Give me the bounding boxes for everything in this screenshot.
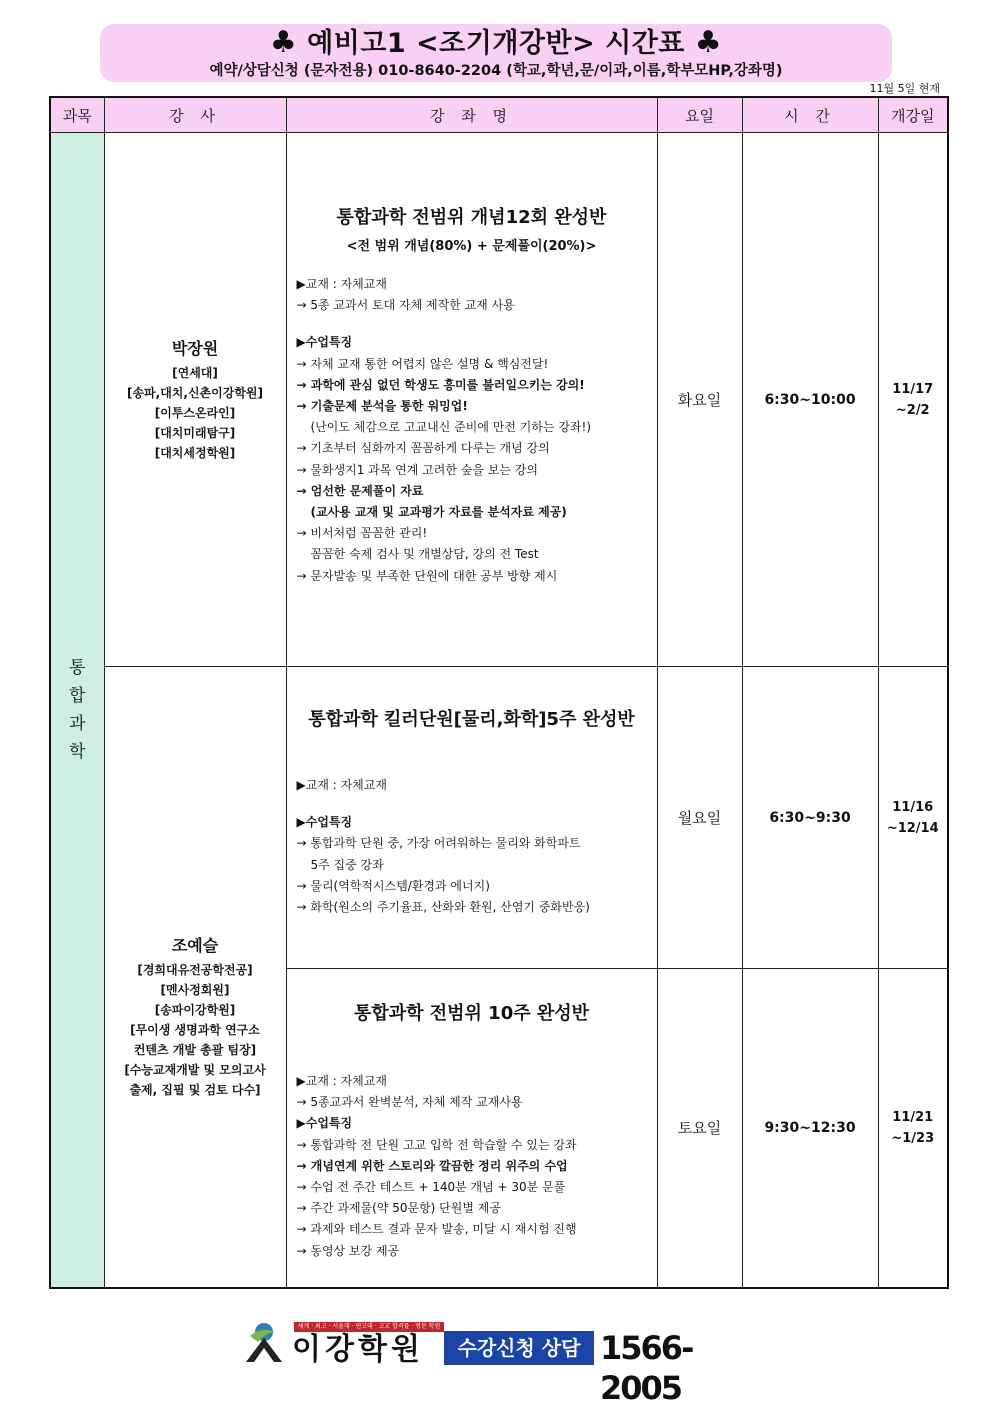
col-time: 시 간 <box>742 97 878 133</box>
table-row <box>50 133 948 667</box>
instructor-credential: [대치세정학원] <box>154 446 236 460</box>
day-cell: 월요일 <box>657 667 742 969</box>
course-detail: → 물리(역학적시스템/환경과 에너지) <box>296 878 490 893</box>
date-note: 11월 5일 현재 <box>869 82 940 95</box>
instructor-credential: [수능교재개발 및 모의고사 <box>124 1063 266 1078</box>
club-icon: ♣ <box>694 25 723 60</box>
course-detail: → 5종교과서 완벽분석, 자체 제작 교재사용 <box>296 1095 523 1110</box>
instructor-credential: [이투스온라인] <box>154 406 236 420</box>
course-detail: → 5종 교과서 토대 자체 제작한 교재 사용 <box>296 298 515 313</box>
contact-subtitle: 예약/상담신청 (문자전용) 010-8640-2204 (학교,학년,문/이과,이름,학부모HP,강좌명) <box>209 63 783 79</box>
course-detail: 꼼꼼한 숙제 검사 및 개별상담, 강의 전 Test <box>310 547 539 562</box>
course-detail: → 과제와 테스트 결과 문자 발송, 미달 시 재시험 진행 <box>296 1222 577 1237</box>
club-icon: ♣ <box>269 25 298 60</box>
instructor-credential: [송파,대치,신촌이강학원] <box>126 386 263 400</box>
page-title: ♣ 예비고1 <조기개강반> 시간표 ♣ <box>269 25 723 60</box>
register-label: 수강신청 상담 <box>444 1331 594 1365</box>
day-cell: 토요일 <box>657 969 742 1288</box>
time-cell: 9:30~12:30 <box>742 969 878 1288</box>
course-detail: → 자체 교재 통한 어렵지 않은 설명 & 핵심전달! <box>296 356 549 371</box>
course-detail: ▶수업특징 <box>296 815 353 830</box>
course-detail: → 통합과학 단원 중, 가장 어려워하는 물리와 화학파트 <box>296 836 581 851</box>
schedule-table <box>49 96 949 1289</box>
instructor-credential: 컨텐츠 개발 총괄 팀장] <box>133 1043 257 1058</box>
instructor-name: 조예슬 <box>171 936 219 956</box>
title-banner <box>100 24 892 82</box>
course-detail: ▶교재 : 자체교재 <box>296 778 387 792</box>
instructor-cell <box>104 133 286 667</box>
col-subject: 과목 <box>50 97 104 133</box>
open-date-cell: 11/17 ~2/2 <box>878 133 948 667</box>
course-title: 통합과학 전범위 10주 완성반 <box>353 1003 590 1024</box>
instructor-credential: [연세대] <box>172 366 218 380</box>
course-detail: ▶수업특징 <box>296 1116 353 1131</box>
instructor-credential: [멘사정회원] <box>160 983 230 998</box>
course-detail: ▶교재 : 자체교재 <box>296 277 387 291</box>
course-cell <box>286 969 657 1288</box>
time-cell: 6:30~10:00 <box>742 133 878 667</box>
phone-number: 1566-2005 <box>600 1329 693 1407</box>
instructor-name: 박장원 <box>171 339 219 358</box>
course-cell <box>286 667 657 969</box>
course-title: 통합과학 전범위 개념12회 완성반 <box>336 207 607 228</box>
course-detail: → 문자발송 및 부족한 단원에 대한 공부 방향 제시 <box>296 568 558 583</box>
instructor-credential: [경희대유전공학전공] <box>137 963 253 978</box>
col-open-date: 개강일 <box>878 97 948 133</box>
instructor-cell <box>104 667 286 1288</box>
instructor-credential: [무이생 생명과학 연구소 <box>130 1023 260 1038</box>
table-row <box>50 667 948 969</box>
instructor-credential: 출제, 집필 및 검토 다수] <box>129 1083 261 1098</box>
course-detail: → 동영상 보강 제공 <box>296 1243 400 1258</box>
table-header-row <box>50 97 948 133</box>
course-detail: (교사용 교재 및 교과평가 자료를 분석자료 제공) <box>310 505 567 520</box>
instructor-credential: [송파이강학원] <box>154 1003 236 1018</box>
course-cell <box>286 133 657 667</box>
subject-cell <box>50 133 104 1288</box>
open-date-cell: 11/21 ~1/23 <box>878 969 948 1288</box>
course-detail: ▶교재 : 자체교재 <box>296 1074 387 1088</box>
course-detail: ▶수업특징 <box>296 335 353 350</box>
course-detail: (난이도 체감으로 고교내신 준비에 만전 기하는 강좌!) <box>310 420 591 435</box>
academy-tagline: 세계 · 최고 · 서울대 · 연고대 · 고교 합격률 · 명문 학원 <box>294 1322 444 1332</box>
course-detail: → 기초부터 심화까지 꼼꼼하게 다루는 개념 강의 <box>296 441 550 456</box>
academy-logo-icon <box>240 1322 292 1366</box>
course-detail: → 과학에 관심 없던 학생도 흥미를 불러일으키는 강의! <box>296 377 585 392</box>
open-date-cell: 11/16 ~12/14 <box>878 667 948 969</box>
course-detail: → 개념연계 위한 스토리와 깔끔한 정리 위주의 수업 <box>296 1158 568 1173</box>
col-course: 강 좌 명 <box>286 97 657 133</box>
course-title: 통합과학 킬러단원[물리,화학]5주 완성반 <box>308 709 635 730</box>
course-detail: → 화학(원소의 주기율표, 산화와 환원, 산염기 중화반응) <box>296 900 590 915</box>
course-detail: → 물화생지1 과목 연계 고려한 숲을 보는 강의 <box>296 462 538 477</box>
course-detail: → 통합과학 전 단원 고교 입학 전 학습할 수 있는 강좌 <box>296 1137 577 1152</box>
subject-label: 통합과학 <box>69 657 86 762</box>
time-cell: 6:30~9:30 <box>742 667 878 969</box>
col-instructor: 강 사 <box>104 97 286 133</box>
course-detail: → 기출문제 분석을 통한 워밍업! <box>296 399 468 414</box>
course-detail: → 엄선한 문제풀이 자료 <box>296 483 424 498</box>
day-cell: 화요일 <box>657 133 742 667</box>
col-day: 요일 <box>657 97 742 133</box>
course-detail: 5주 집중 강좌 <box>310 857 384 872</box>
academy-name: 이강학원 <box>292 1332 424 1367</box>
course-subtitle: <전 범위 개념(80%) + 문제풀이(20%)> <box>346 239 597 254</box>
footer-banner <box>240 1318 760 1407</box>
course-detail: → 수업 전 주간 테스트 + 140분 개념 + 30분 문풀 <box>296 1180 566 1195</box>
course-detail: → 비서처럼 꼼꼼한 관리! <box>296 526 428 541</box>
course-detail: → 주간 과제물(약 50문항) 단원별 제공 <box>296 1201 501 1216</box>
instructor-credential: [대치미래탐구] <box>154 426 236 440</box>
